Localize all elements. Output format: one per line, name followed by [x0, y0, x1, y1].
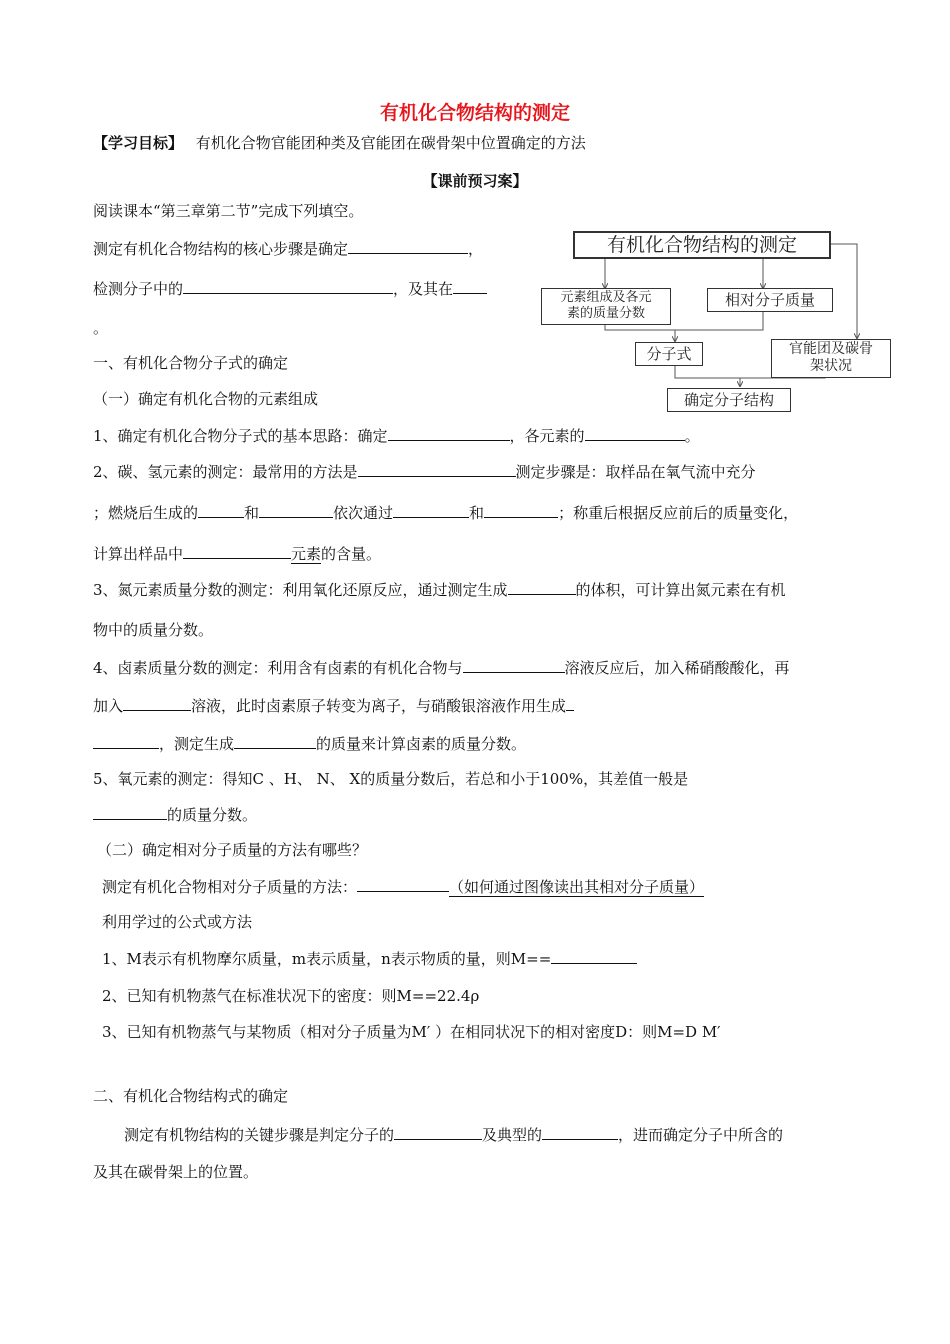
blank-field[interactable]	[183, 277, 393, 294]
molar-mass-methods: 测定有机化合物相对分子质量的方法： （如何通过图像读出其相对分子质量）	[102, 875, 704, 898]
core-step-line1: 测定有机化合物结构的核心步骤是确定 ，	[93, 237, 483, 260]
blank-field[interactable]	[357, 875, 449, 892]
page-title: 有机化合物结构的测定	[379, 102, 570, 124]
formula-methods-label: 利用学过的公式或方法	[102, 913, 253, 931]
blank-field[interactable]	[551, 947, 637, 964]
diagram-element-box: 元素组成及各元 素的质量分数	[541, 288, 671, 325]
blank-field[interactable]	[463, 656, 565, 673]
learning-objective	[93, 132, 586, 154]
formula-2: 2、已知有机物蒸气在标准状况下的密度：则M==22.4ρ	[102, 987, 480, 1005]
formula-1: 1、M表示有机物摩尔质量，m表示质量，n表示物质的量，则M==	[102, 947, 637, 970]
blank-field[interactable]	[198, 501, 244, 518]
diagram-functional-box: 官能团及碳骨 架状况	[771, 339, 891, 378]
question-4-line2: 加入 溶液，此时卤素原子转变为离子，与硝酸银溶液作用生成	[93, 694, 574, 717]
diagram-relative-mass-box: 相对分子质量	[707, 288, 833, 312]
question-4-line1: 4、卤素质量分数的测定：利用含有卤素的有机化合物与 溶液反应后，加入稀硝酸酸化，再	[93, 656, 790, 679]
blank-field[interactable]	[234, 732, 316, 749]
formula-3: 3、已知有机物蒸气与某物质（相对分子质量为M′ ）在相同状况下的相对密度D：则M=D M′	[102, 1023, 721, 1041]
blank-field[interactable]	[508, 578, 576, 595]
blank-field[interactable]	[394, 1123, 482, 1140]
part1-heading: 一、有机化合物分子式的确定	[93, 354, 289, 372]
blank-field[interactable]	[393, 501, 469, 518]
core-step-line3: 。	[93, 319, 109, 337]
blank-field[interactable]	[358, 460, 516, 477]
question-4-line3: ，测定生成 的质量来计算卤素的质量分数。	[93, 732, 526, 755]
question-3-line1: 3、氮元素质量分数的测定：利用氧化还原反应，通过测定生成 的体积，可计算出氮元素在有机	[93, 578, 786, 601]
question-5-line1: 5、氧元素的测定：得知C 、H、 N、 X的质量分数后，若总和小于100%，其差值一般是	[93, 770, 689, 788]
part2-heading: 二、有机化合物结构式的确定	[93, 1087, 289, 1105]
diagram-structure-box: 确定分子结构	[667, 388, 791, 412]
core-step-line2: 检测分子中的 ，及其在	[93, 277, 487, 300]
blank-field[interactable]	[566, 694, 574, 711]
question-2-line3: 计算出样品中 元素的含量。	[93, 542, 381, 565]
part2-paragraph-line1: 测定有机物结构的关键步骤是判定分子的 及典型的 ，进而确定分子中所含的	[124, 1123, 783, 1146]
blank-field[interactable]	[585, 424, 685, 441]
question-2-line2: ；燃烧后生成的 和 依次通过 和 ；称重后根据反应前后的质量变化，	[93, 501, 798, 524]
blank-field[interactable]	[259, 501, 333, 518]
question-1: 1、确定有机化合物分子式的基本思路：确定 ，各元素的 。	[93, 424, 700, 447]
objective-text: 有机化合物官能团种类及官能团在碳骨架中位置确定的方法	[195, 134, 586, 152]
blank-field[interactable]	[484, 501, 558, 518]
question-2-line1: 2、碳、氢元素的测定：最常用的方法是 测定步骤是：取样品在氧气流中充分	[93, 460, 756, 483]
blank-field[interactable]	[183, 542, 291, 559]
blank-field[interactable]	[453, 277, 487, 294]
diagram-top-box: 有机化合物结构的测定	[573, 231, 831, 259]
intro-text: 阅读课本“第三章第二节”完成下列填空。	[93, 202, 364, 220]
blank-field[interactable]	[93, 732, 159, 749]
blank-field[interactable]	[388, 424, 510, 441]
part2-paragraph-line2: 及其在碳骨架上的位置。	[93, 1163, 259, 1181]
part1-sub2: （二）确定相对分子质量的方法有哪些？	[97, 841, 368, 859]
blank-field[interactable]	[123, 694, 191, 711]
part1-sub1: （一）确定有机化合物的元素组成	[93, 390, 319, 408]
objective-label: 【学习目标】	[93, 134, 184, 152]
flow-diagram	[535, 228, 905, 418]
blank-field[interactable]	[93, 803, 167, 820]
section-header: 【课前预习案】	[422, 172, 528, 190]
blank-field[interactable]	[542, 1123, 618, 1140]
diagram-formula-box: 分子式	[635, 342, 703, 366]
question-5-line2: 的质量分数。	[93, 803, 257, 826]
question-3-line2: 物中的质量分数。	[93, 621, 214, 639]
blank-field[interactable]	[348, 237, 468, 254]
